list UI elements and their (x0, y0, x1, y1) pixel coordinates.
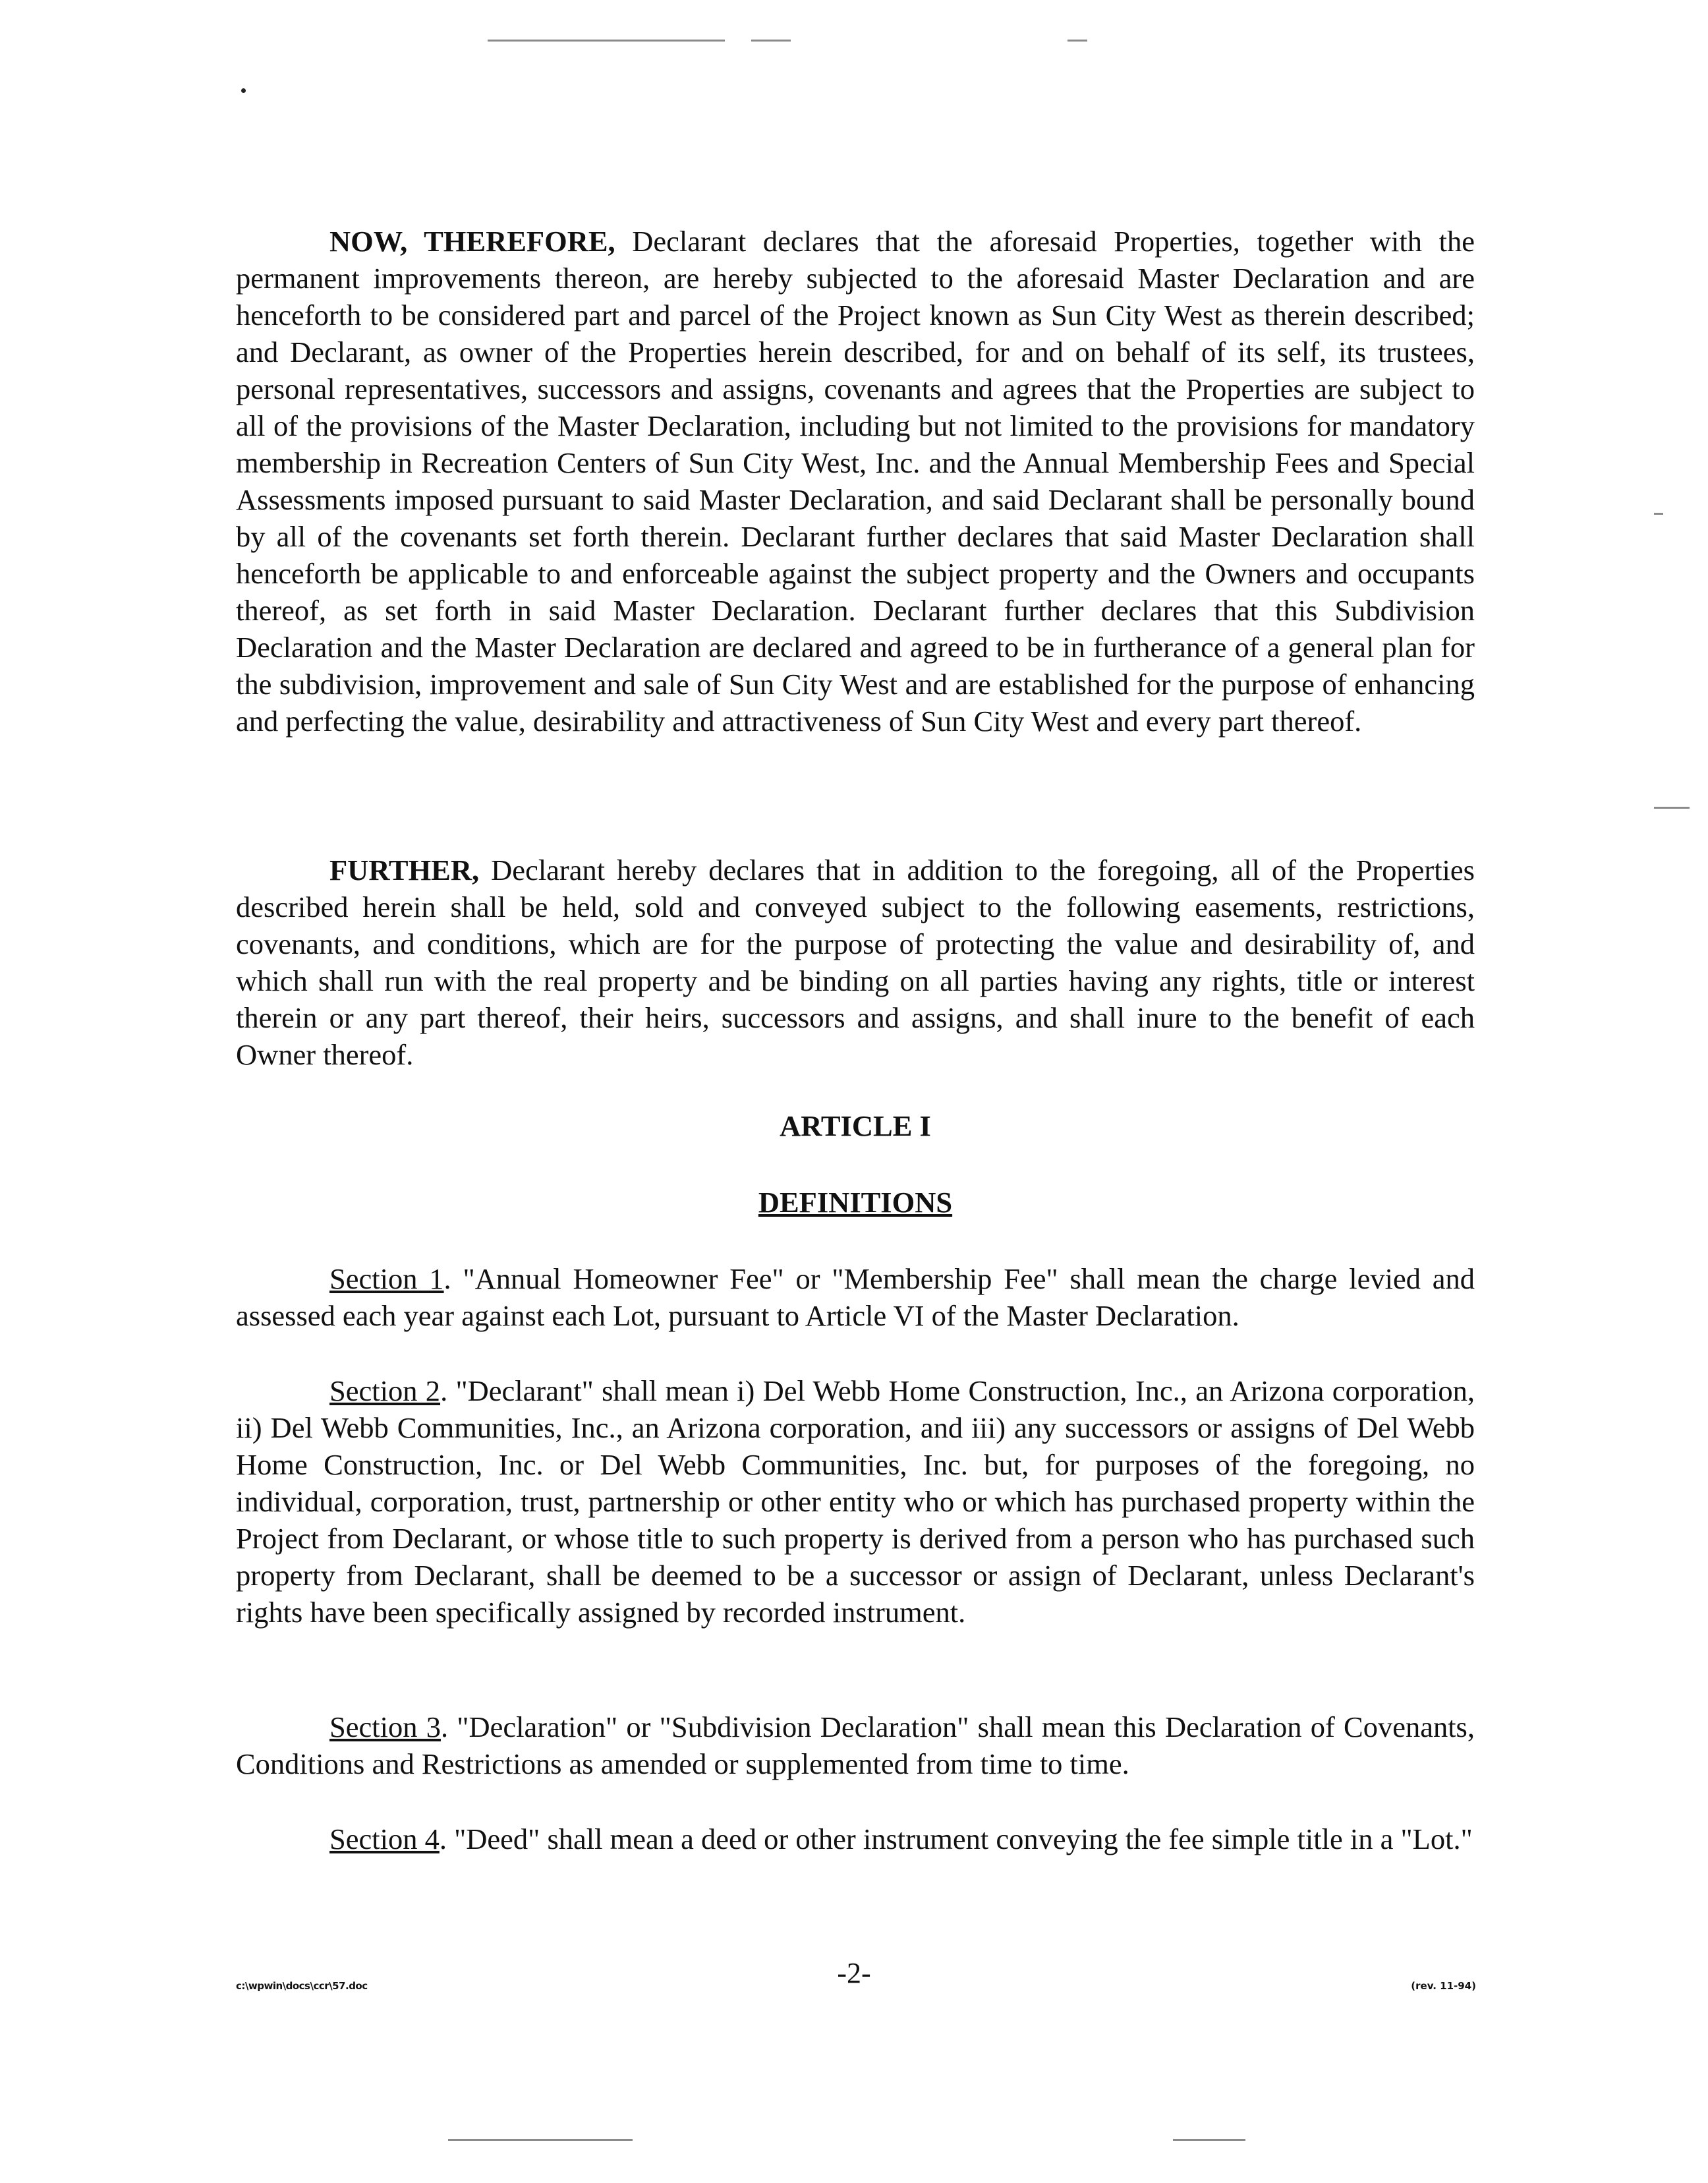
body-text-block-1 (236, 223, 1475, 740)
paragraph-lead: NOW, THEREFORE, (329, 225, 615, 258)
paragraph-body: Declarant hereby declares that in addition to the foregoing, all of the Properties described herein shall be held, sold and conveyed subject to the following easements, restrictions, covenants, and conditions, which are for the purpose of protecting the value and desirability of, and which shall run with the real property and be binding on all parties having any rights, title or interest therein or any part thereof, their heirs, successors and assigns, and shall inure to the benefit of each Owner thereof. (236, 854, 1475, 1071)
paragraph-lead: FURTHER, (329, 854, 480, 887)
section-paragraph (236, 1708, 1475, 1782)
paragraph-now-therefore (236, 223, 1475, 740)
paragraph-further (236, 852, 1475, 1073)
footer-page-number: -2- (837, 1957, 871, 1989)
scan-artifact-right-2 (1654, 807, 1690, 809)
footer-revision: (rev. 11-94) (1411, 1980, 1476, 1992)
scan-artifact-top-3 (1068, 40, 1087, 42)
paragraph-body: Declarant declares that the aforesaid Properties, together with the permanent improvements thereon, are hereby subjected to the aforesaid Master Declaration and are henceforth to be considered part and parcel of the Project known as Sun City West as therein described; and Declarant, as owner of the Properties herein described, for and on behalf of its self, its trustees, personal representatives, successors and assigns, covenants and agrees that the Properties are subject to all of the provisions of the Master Declaration, including but not limited to the provisions for mandatory membership in Recreation Centers of Sun City West, Inc. and the Annual Membership Fees and Special Assessments imposed pursuant to said Master Declaration, and said Declarant shall be personally bound by all of the covenants set forth therein. Declarant further declares that said Master Declaration shall henceforth be applicable to and enforceable against the subject property and the Owners and occupants thereof, as set forth in said Master Declaration. Declarant further declares that this Subdivision Declaration and the Master Declaration are declared and agreed to be in furtherance of a general plan for the subdivision, improvement and sale of Sun City West and are established for the purpose of enhancing and perfecting the value, desirability and attractiveness of Sun City West and every part thereof. (236, 225, 1475, 738)
scan-artifact-top-2 (751, 40, 791, 42)
scan-artifact-bottom-2 (1173, 2139, 1245, 2141)
section-body: . "Declaration" or "Subdivision Declaration" shall mean this Declaration of Covenants, Conditions and Restrictions as amended or supplemented from time to time. (236, 1710, 1475, 1780)
scan-artifact-top-1 (488, 40, 725, 42)
section-3 (236, 1708, 1475, 1782)
footer-file-path: c:\wpwin\docs\ccr\57.doc (236, 1980, 368, 1992)
scan-artifact-right-1 (1654, 513, 1663, 515)
section-4 (236, 1820, 1475, 1857)
section-2 (236, 1372, 1475, 1631)
section-label: Section 2 (329, 1374, 441, 1407)
article-heading: ARTICLE I (780, 1109, 931, 1142)
body-text-block-2 (236, 852, 1475, 1073)
definitions-heading: DEFINITIONS (758, 1186, 953, 1219)
section-body: . "Deed" shall mean a deed or other instrument conveying the fee simple title in a "Lot." (439, 1822, 1473, 1855)
section-body: . "Declarant" shall mean i) Del Webb Home Construction, Inc., an Arizona corporation, ii) Del Webb Communities, Inc., an Arizona corporation, and iii) any successors or assigns of Del Webb Home Construction, Inc. or Del Webb Communities, Inc. but, for purposes of the foregoing, no individual, corporation, trust, partnership or other entity who or which has purchased property within the Project from Declarant, or whose title to such property is derived from a person who has purchased such property from Declarant, shall be deemed to be a successor or assign of Declarant, unless Declarant's rights have been specifically assigned by recorded instrument. (236, 1374, 1475, 1629)
section-paragraph (236, 1372, 1475, 1631)
section-1 (236, 1260, 1475, 1334)
section-paragraph (236, 1260, 1475, 1334)
section-label: Section 1 (329, 1262, 444, 1295)
section-label: Section 4 (329, 1822, 440, 1855)
scan-artifact-dot (241, 88, 246, 93)
section-body: . "Annual Homeowner Fee" or "Membership Fee" shall mean the charge levied and assessed each year against each Lot, pursuant to Article VI of the Master Declaration. (236, 1262, 1475, 1332)
section-label: Section 3 (329, 1710, 441, 1743)
scan-artifact-bottom-1 (448, 2139, 633, 2141)
section-paragraph (236, 1820, 1475, 1857)
